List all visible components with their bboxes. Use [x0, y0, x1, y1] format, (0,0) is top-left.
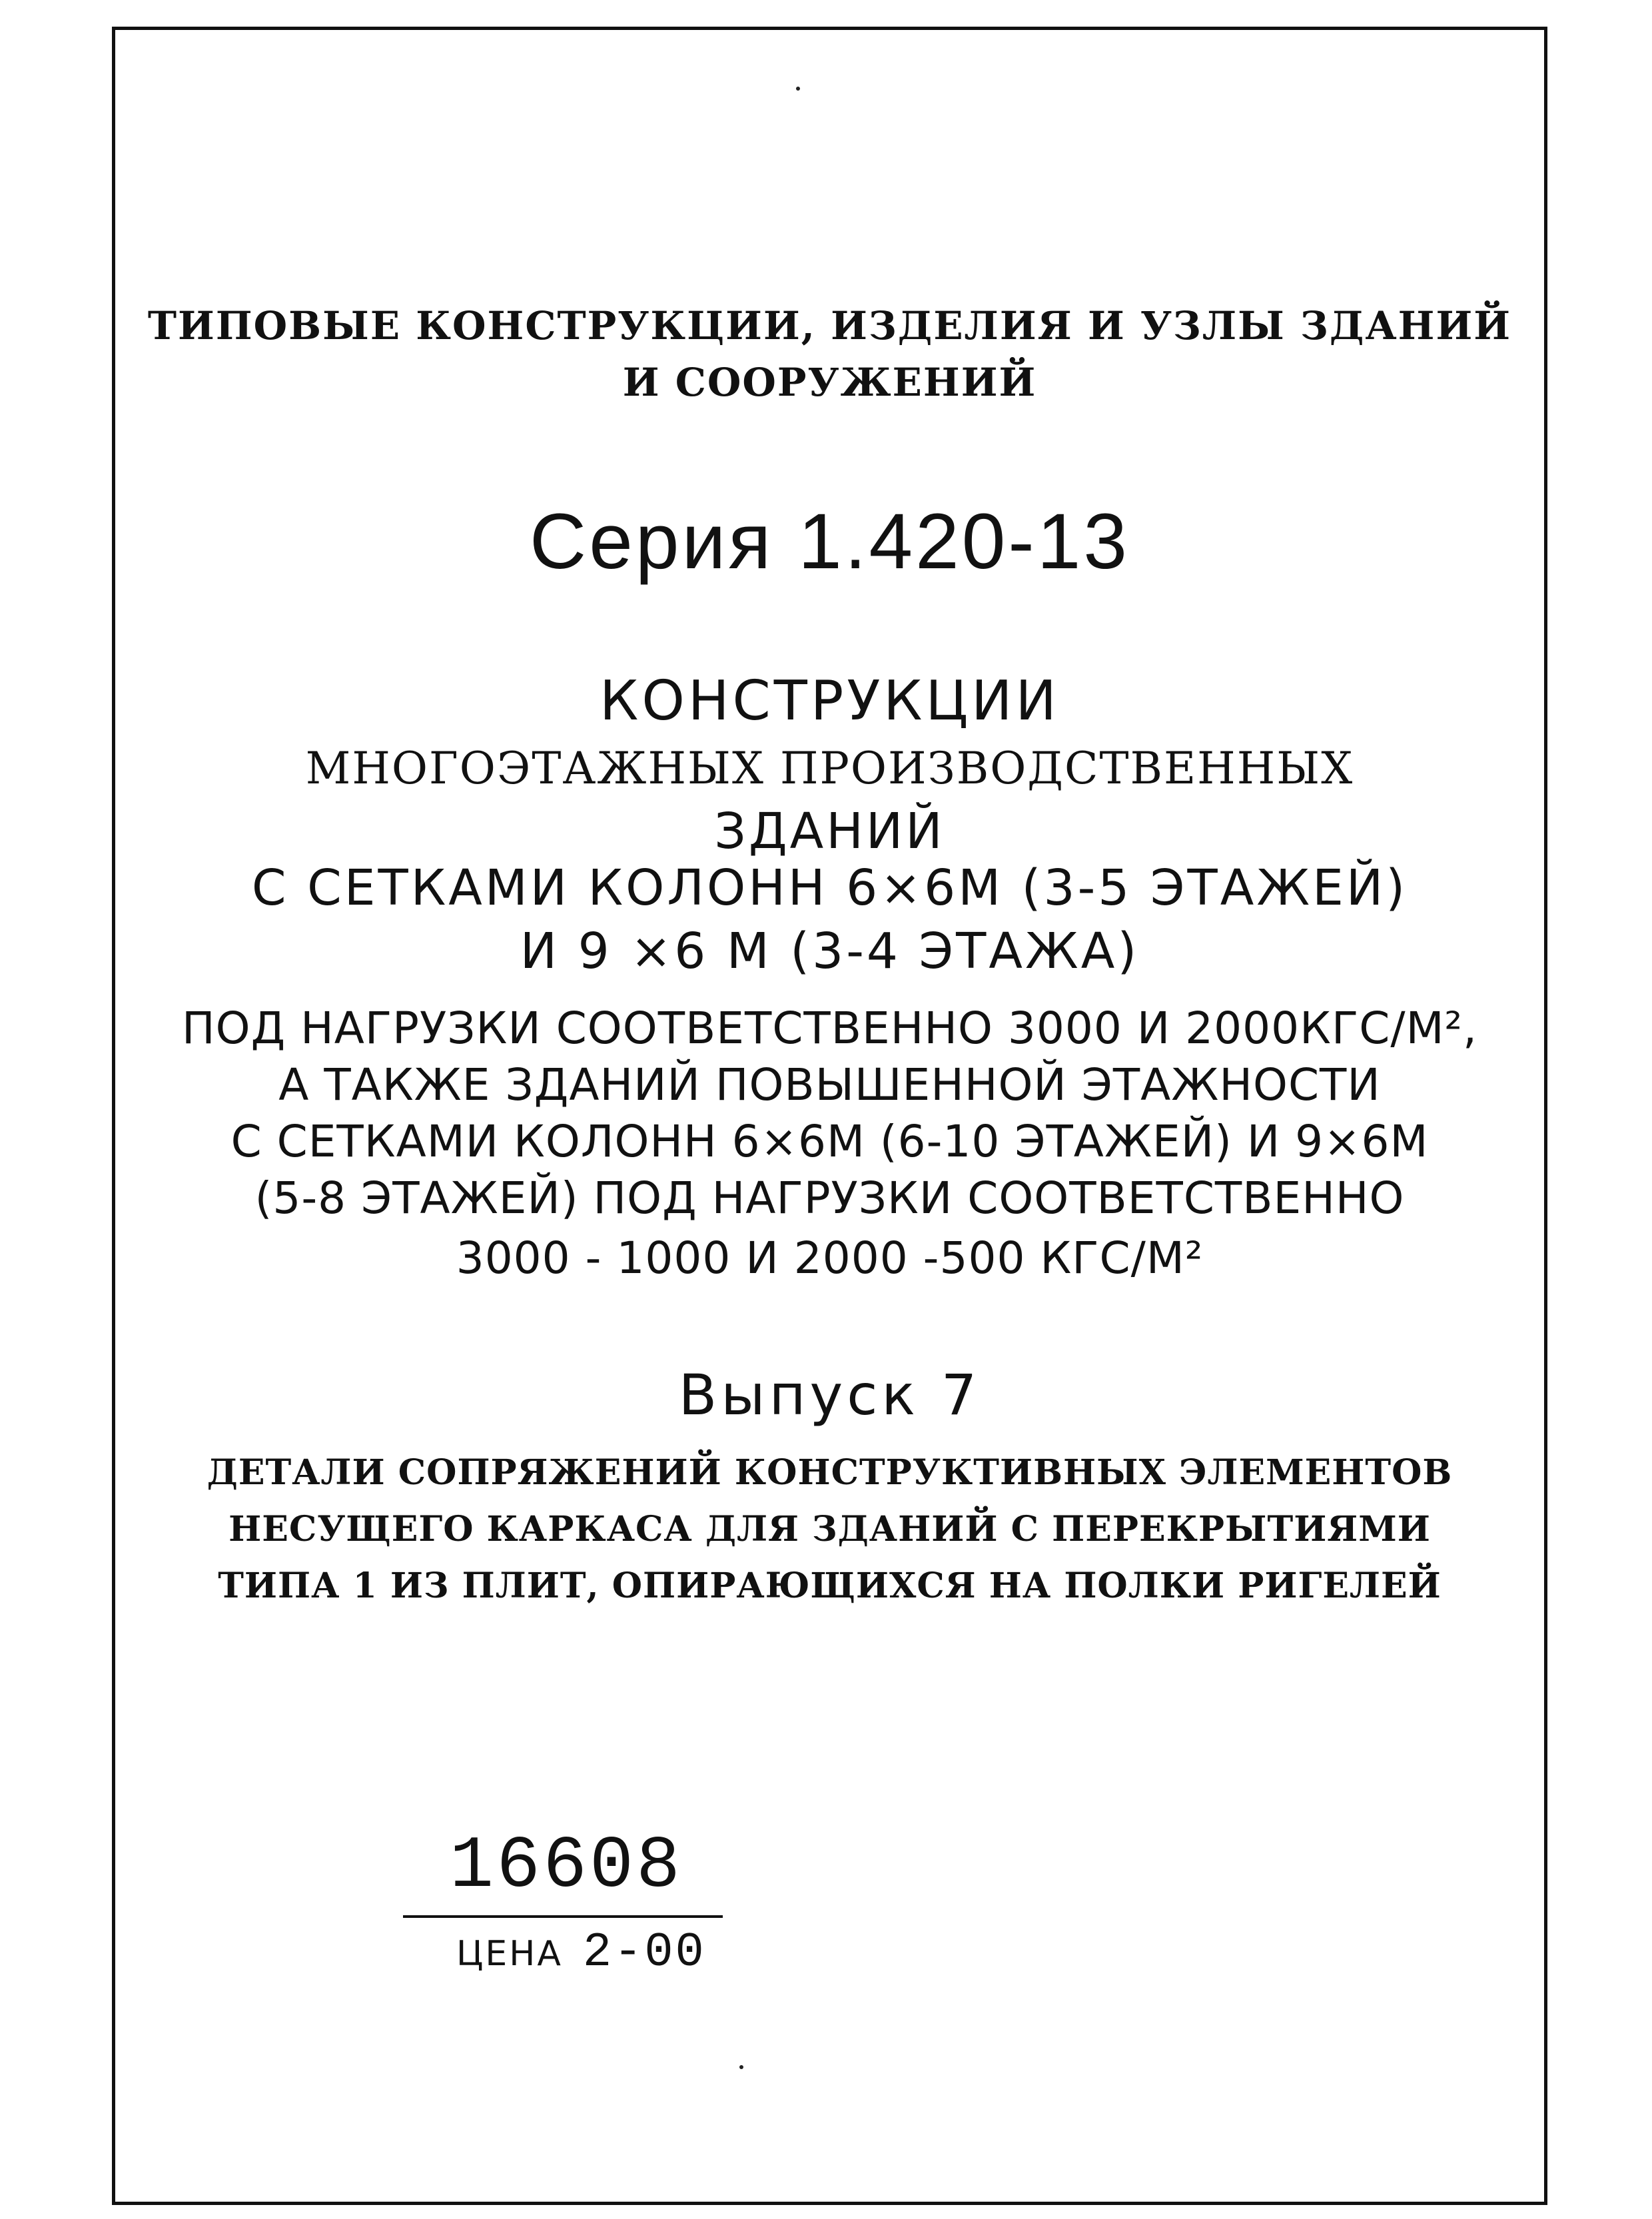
- title-line-1: КОНСТРУКЦИИ: [600, 669, 1060, 733]
- title-line-8: С СЕТКАМИ КОЛОНН 6×6М (6-10 ЭТАЖЕЙ) И 9×6М: [230, 1116, 1429, 1167]
- number-underline: [403, 1915, 723, 1918]
- title-line-7: А ТАКЖЕ ЗДАНИЙ ПОВЫШЕННОЙ ЭТАЖНОСТИ: [278, 1059, 1381, 1110]
- title-line-6: ПОД НАГРУЗКИ СООТВЕТСТВЕННО 3000 И 2000КГС/М²,: [182, 1003, 1477, 1054]
- header-line-2: И СООРУЖЕНИЙ: [622, 360, 1037, 405]
- title-line-9: (5-8 ЭТАЖЕЙ) ПОД НАГРУЗКИ СООТВЕТСТВЕННО: [254, 1172, 1405, 1224]
- issue-line-3: ТИПА 1 ИЗ ПЛИТ, ОПИРАЮЩИХСЯ НА ПОЛКИ РИГЕЛЕЙ: [218, 1565, 1442, 1606]
- scan-speck: [739, 2065, 743, 2069]
- price-value: 2-00: [582, 1925, 706, 1980]
- title-line-10: 3000 - 1000 И 2000 -500 КГС/М²: [456, 1232, 1204, 1284]
- series-title: Серия 1.420-13: [530, 498, 1130, 586]
- issue-line-1: ДЕТАЛИ СОПРЯЖЕНИЙ КОНСТРУКТИВНЫХ ЭЛЕМЕНТОВ: [206, 1452, 1453, 1493]
- price-label: ЦЕНА: [456, 1934, 563, 1974]
- issue-label: Выпуск 7: [678, 1362, 981, 1428]
- title-line-2: МНОГОЭТАЖНЫХ ПРОИЗВОДСТВЕННЫХ: [305, 743, 1354, 794]
- price: [456, 1925, 706, 1980]
- document-number: 16608: [449, 1825, 683, 1909]
- scan-speck: [796, 87, 800, 91]
- header-line-1: ТИПОВЫЕ КОНСТРУКЦИИ, ИЗДЕЛИЯ И УЗЛЫ ЗДАНИЙ: [147, 303, 1512, 348]
- title-line-4: С СЕТКАМИ КОЛОНН 6×6М (3-5 ЭТАЖЕЙ): [251, 859, 1408, 917]
- title-line-3: ЗДАНИЙ: [714, 803, 945, 860]
- issue-line-2: НЕСУЩЕГО КАРКАСА ДЛЯ ЗДАНИЙ С ПЕРЕКРЫТИЯМИ: [228, 1509, 1431, 1550]
- title-line-5: И 9 ×6 М (3-4 ЭТАЖА): [520, 923, 1140, 980]
